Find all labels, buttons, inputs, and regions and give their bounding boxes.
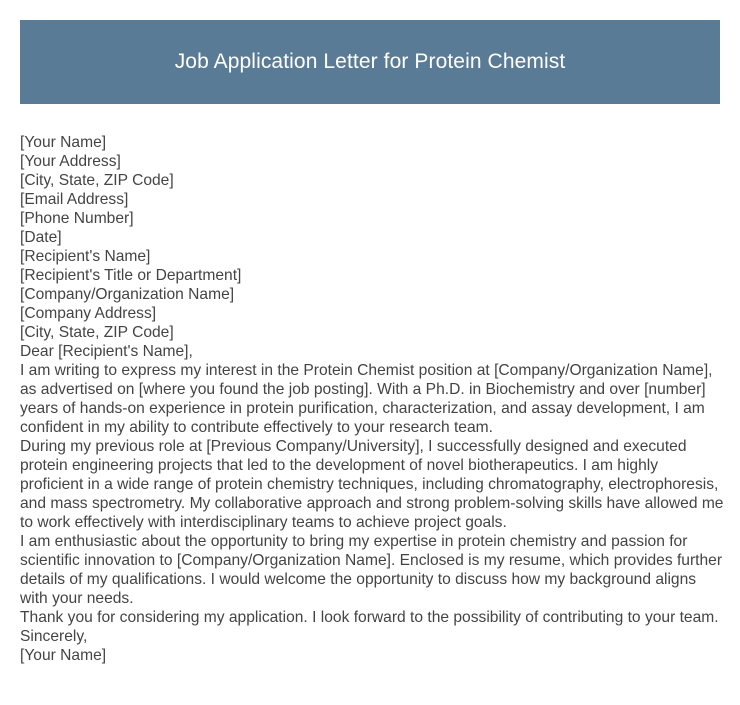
- paragraph-intro: I am writing to express my interest in the Protein Chemist position at [Company/Organization Name], as advertised on [where you found the job posting]. With a Ph.D. in Biochemistry and over [number] years of hands-on experience in protein purification, characterization, and assay development, I am confident in my ability to contribute effectively to your research team.: [20, 362, 713, 436]
- signature: [Your Name]: [20, 647, 107, 664]
- recipient-name: [Recipient's Name]: [20, 248, 151, 265]
- letter-body: [20, 133, 724, 665]
- letter-date: [Date]: [20, 229, 62, 246]
- recipient-company: [Company/Organization Name]: [20, 286, 235, 303]
- paragraph-enthusiasm: I am enthusiastic about the opportunity to bring my expertise in protein chemistry and passion for scientific innovation to [Company/Organization Name]. Enclosed is my resume, which provides further details of my qualifications. I would welcome the opportunity to discuss how my background aligns with your needs.: [20, 533, 723, 607]
- sender-phone: [Phone Number]: [20, 210, 134, 227]
- recipient-city-state-zip: [City, State, ZIP Code]: [20, 324, 174, 341]
- sender-city-state-zip: [City, State, ZIP Code]: [20, 172, 174, 189]
- title-banner: [20, 20, 720, 104]
- paragraph-experience: During my previous role at [Previous Company/University], I successfully designed and executed protein engineering projects that led to the development of novel biotherapeutics. I am highly proficient in a wide range of protein chemistry techniques, including chromatography, electrophoresis, and mass spectrometry. My collaborative approach and strong problem-solving skills have allowed me to work effectively with interdisciplinary teams to achieve project goals.: [20, 438, 724, 531]
- sender-address: [Your Address]: [20, 153, 121, 170]
- sender-email: [Email Address]: [20, 191, 129, 208]
- closing: Sincerely,: [20, 628, 88, 645]
- sender-name: [Your Name]: [20, 134, 107, 151]
- paragraph-thanks: Thank you for considering my application. I look forward to the possibility of contributing to your team.: [20, 609, 719, 626]
- recipient-title: [Recipient's Title or Department]: [20, 267, 242, 284]
- recipient-address: [Company Address]: [20, 305, 157, 322]
- salutation: Dear [Recipient's Name],: [20, 343, 193, 360]
- page-title: Job Application Letter for Protein Chemist: [174, 50, 566, 73]
